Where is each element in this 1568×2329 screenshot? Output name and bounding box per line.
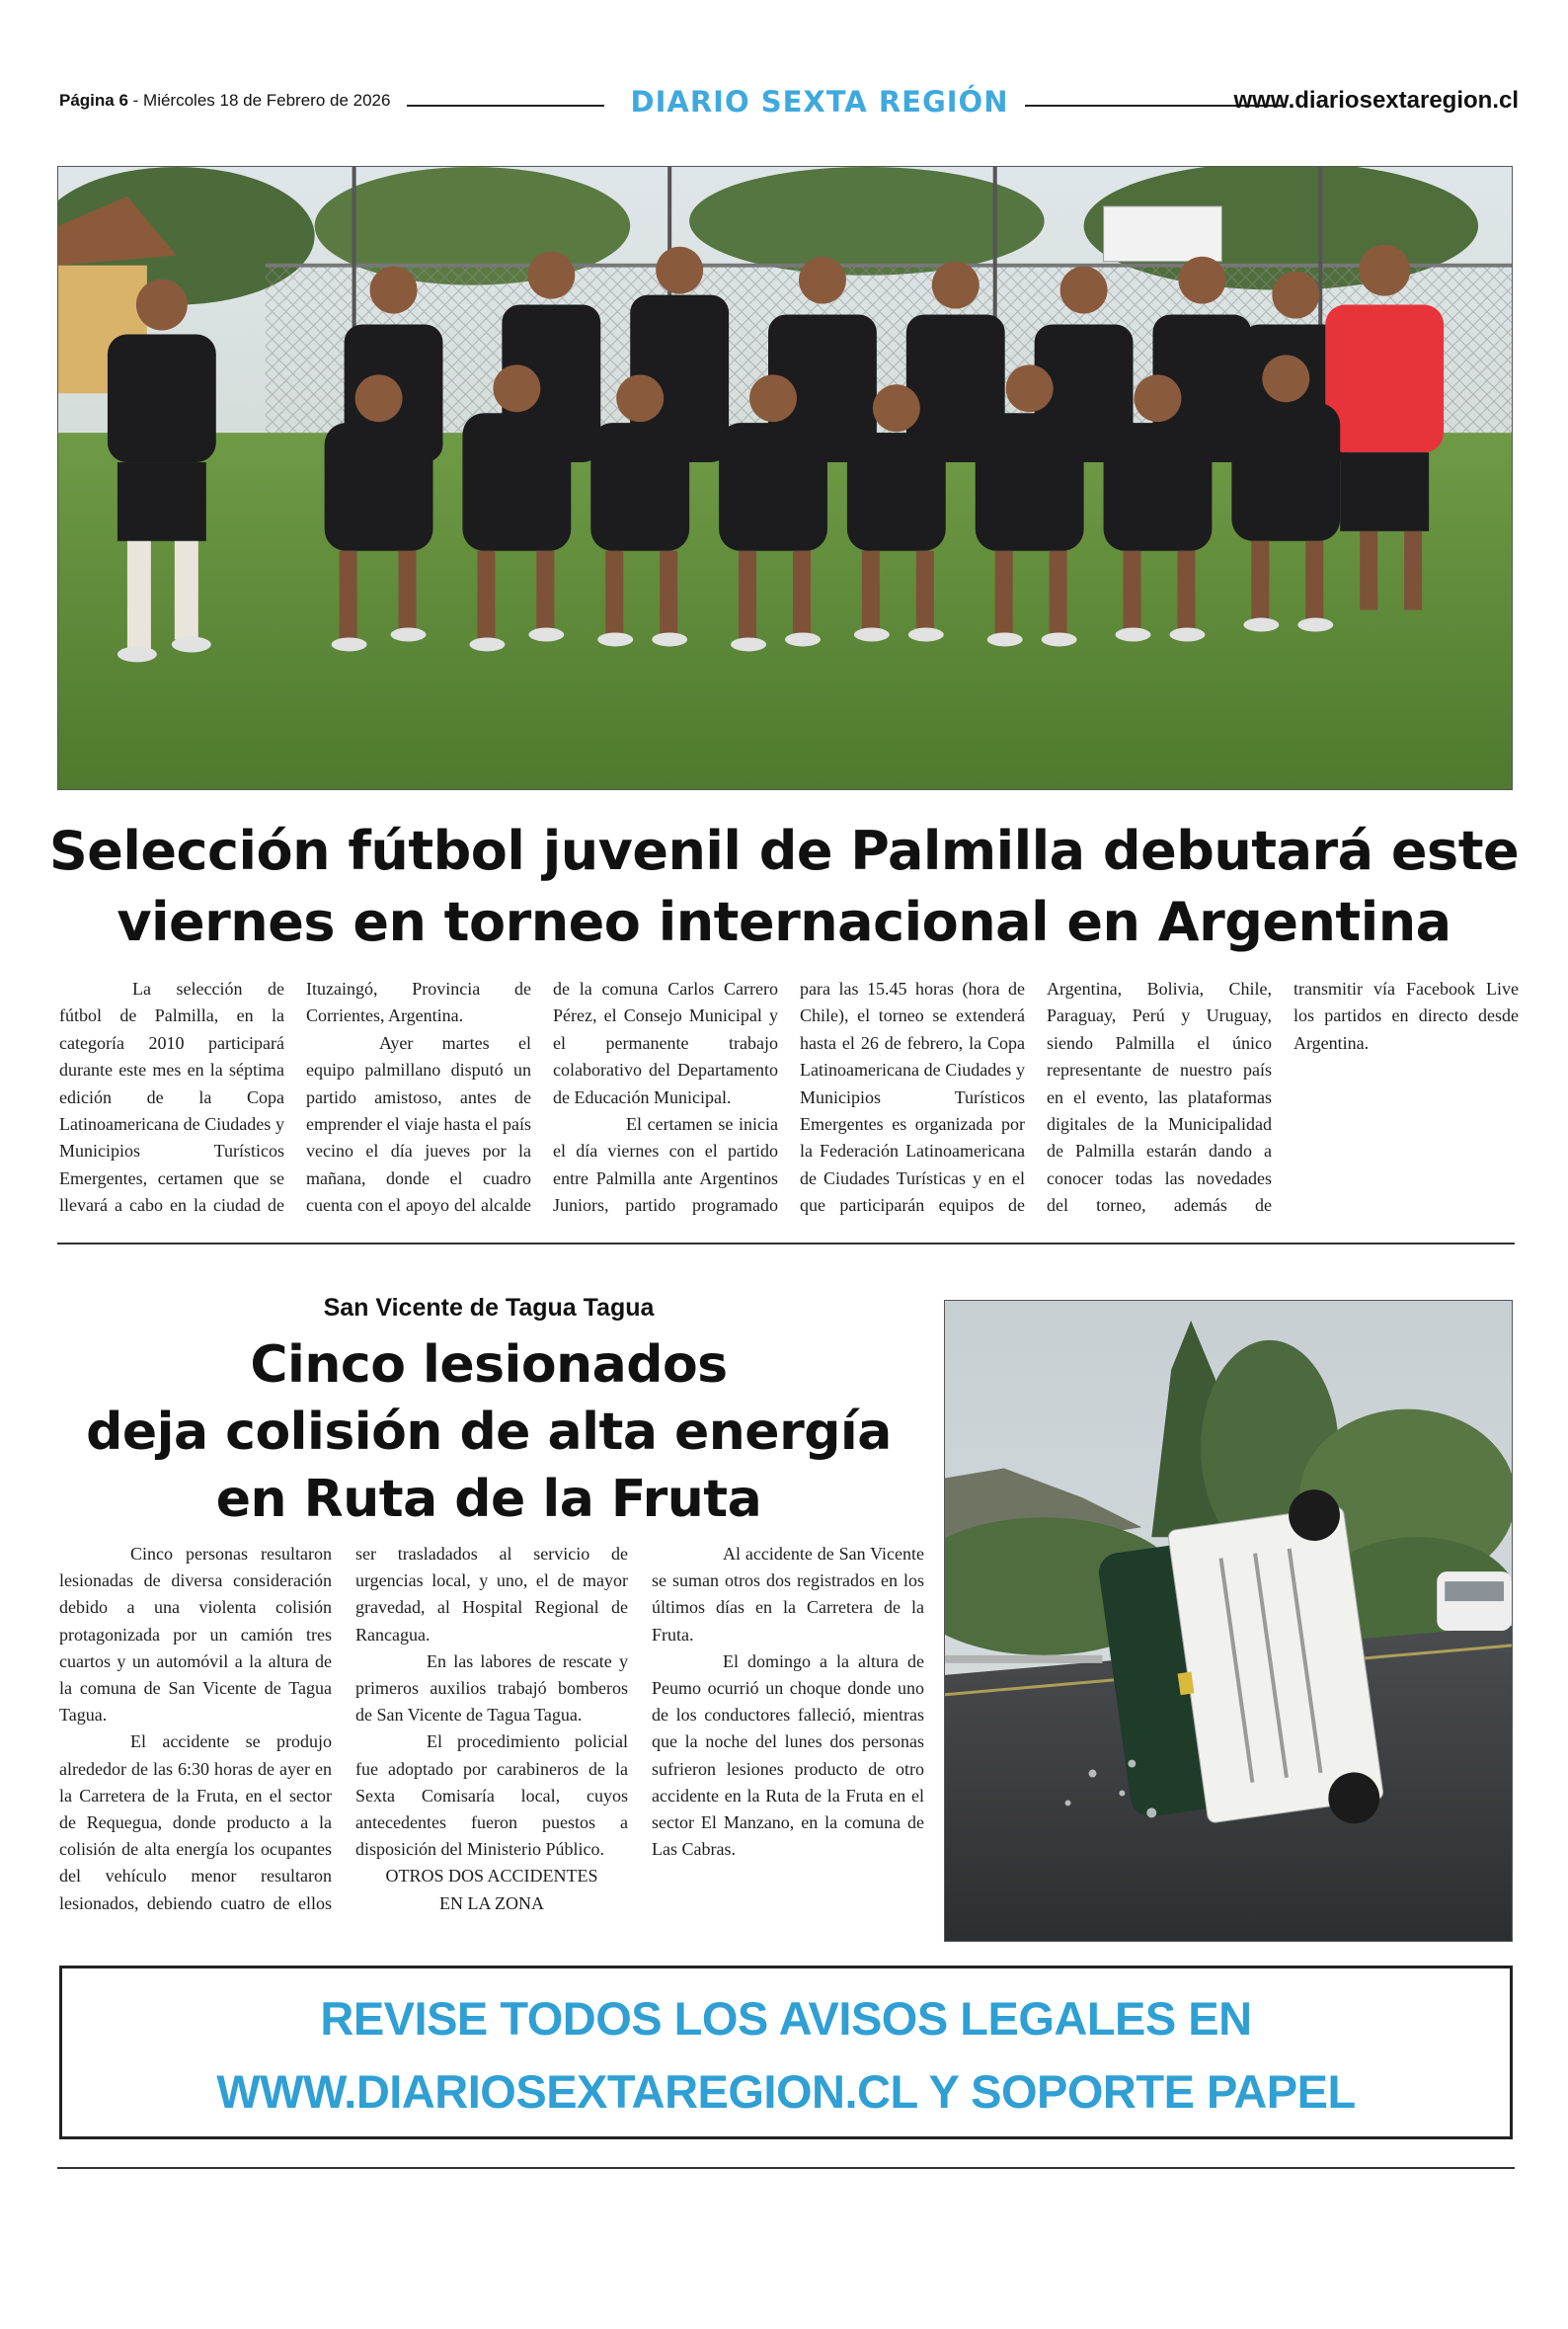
page-number: Página 6	[59, 91, 128, 110]
article1-body	[59, 976, 1519, 1223]
article1-paragraph-1: La selección de fútbol de Palmilla, en la categoría 2010 participará durante este mes en la séptima edición de la Copa Latinoamericana de Ciudades y Municipios Turísticos Emergentes, certamen que se llevará a cabo en la ciudad de Ituzaingó, Provincia de Corrientes, Argentina.	[59, 979, 531, 1216]
masthead: DIARIO SEXTA REGIÓN	[630, 85, 1009, 119]
article1-paragraph-3: El certamen se inicia el día viernes con el partido entre Palmilla ante Argentinos Juniors, partido programado para las 15.45 horas (hora de Chile), el torneo se extenderá hasta el 26 de febrero, la Copa Latinoamericana de Ciudades y Municipios Turísticos Emergentes es organizada por la Federación Latinoamericana de Ciudades Turísticas y en el que participarán equipos de Argentina, Bolivia, Chile, Paraguay, Perú y Uruguay, siendo Palmilla el único representante de nuestro país en el evento, las plataformas digitales de la Municipalidad de Palmilla estarán dando a conocer todas las novedades del torneo, además de transmitir vía Facebook Live los partidos en directo desde Argentina.	[553, 979, 1519, 1216]
article1-headline-line1: Selección fútbol juvenil de Palmilla debutará este	[48, 820, 1520, 882]
article2-paragraph-1: Cinco personas resultaron lesionadas de diversa consideración debido a una violenta colisión protagonizada por un camión tres cuartos y un automóvil a la altura de la comuna de San Vicente de Tagua Tagua.	[59, 1544, 332, 1726]
article2-kicker: San Vicente de Tagua Tagua	[323, 1294, 655, 1322]
article2-paragraph-5: Al accidente de San Vicente se suman otros dos registrados en los últimos días en la Carretera de la Fruta.	[652, 1544, 924, 1645]
article2-paragraph-2: El accidente se produjo alrededor de las 6:30 horas de ayer en la Carretera de la Fruta, en el sector de Requegua, donde producto a la colisión de alta energía los ocupantes del vehículo menor resultaron lesionados, debiendo cuatro de ellos ser trasladados al servicio de urgencias local, y uno, el de mayor gravedad, al Hospital Regional de Rancagua.	[59, 1544, 628, 1913]
article1-headline-line2: viernes en torneo internacional en Argentina	[117, 891, 1451, 953]
article1-headline	[39, 816, 1529, 958]
article2-paragraph-6: El domingo a la altura de Peumo ocurrió un choque donde uno de los conductores falleció, mientras que la noche del lunes dos personas sufrieron lesiones producto de otro accidente en la Ruta de la Fruta en el sector El Manzano, en la comuna de Las Cabras.	[652, 1650, 924, 1860]
team-photo-illustration	[58, 167, 1512, 789]
article2-headline-line2: deja colisión de alta energía	[86, 1403, 892, 1462]
article2-paragraph-4: El procedimiento policial fue adoptado por carabineros de la Sexta Comisaría local, cuyos antecedentes fueron puestos a disposición del Ministerio Público.	[355, 1731, 628, 1860]
section-divider	[57, 1243, 1515, 1245]
legal-notices-ad	[59, 1966, 1513, 2139]
article2-headline-line3: en Ruta de la Fruta	[215, 1470, 762, 1529]
team-photo	[57, 166, 1513, 790]
accident-photo-illustration	[945, 1301, 1512, 1941]
ad-line1: REVISE TODOS LOS AVISOS LEGALES EN	[320, 1992, 1252, 2045]
bottom-rule	[57, 2167, 1515, 2169]
article2-subhead-line2: EN LA ZONA	[439, 1892, 544, 1913]
website-link[interactable]: www.diariosextaregion.cl	[1233, 87, 1519, 114]
article2-paragraph-3: En las labores de rescate y primeros auxilios trabajó bomberos de San Vicente de Tagua Tagua.	[355, 1650, 628, 1726]
article2-headline-line1: Cinco lesionados	[250, 1335, 728, 1395]
page-header	[59, 83, 1519, 126]
article2-subhead-line1: OTROS DOS ACCIDENTES	[385, 1866, 598, 1887]
article2-headline	[59, 1331, 918, 1533]
issue-date: Miércoles 18 de Febrero de 2026	[143, 91, 391, 110]
ad-line2[interactable]: WWW.DIARIOSEXTAREGION.CL Y SOPORTE PAPEL	[216, 2065, 1356, 2118]
article1-paragraph-2: Ayer martes el equipo palmillano disputó un partido amistoso, antes de emprender el viaje hasta el país vecino el día jueves por la mañana, donde el cuadro cuenta con el apoyo del alcalde de la comuna Carlos Carrero Pérez, el Consejo Municipal y el permanente trabajo colaborativo del Departamento de Educación Municipal.	[306, 979, 778, 1216]
article2-body	[59, 1541, 924, 1956]
page-info: Página 6 - Miércoles 18 de Febrero de 2026	[59, 91, 391, 110]
article2-subhead	[355, 1863, 628, 1916]
accident-photo	[944, 1300, 1513, 1942]
